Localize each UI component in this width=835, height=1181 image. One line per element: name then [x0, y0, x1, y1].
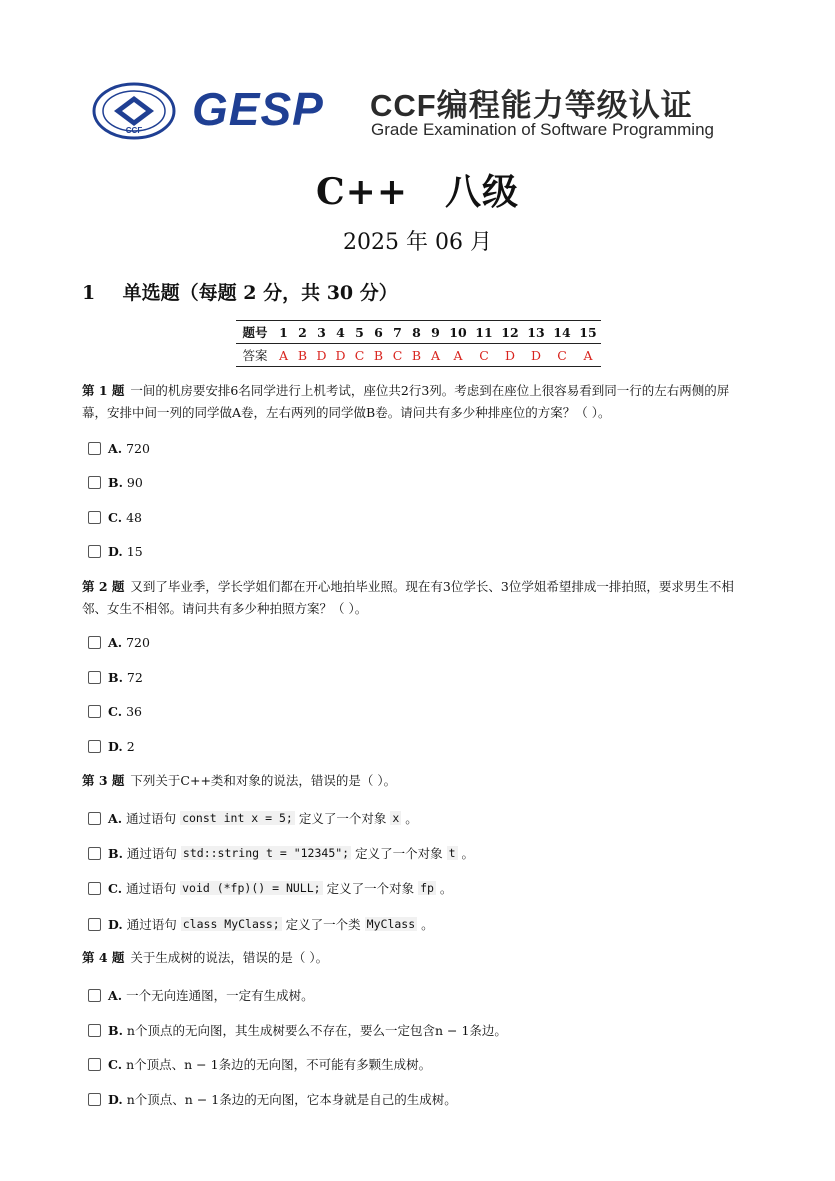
question-number: 12	[497, 321, 523, 344]
checkbox[interactable]	[88, 476, 101, 489]
checkbox[interactable]	[88, 545, 101, 558]
option-label: B.	[108, 1022, 123, 1038]
answer-cell: C	[549, 344, 575, 367]
option-text: 36	[126, 704, 142, 719]
svg-text:CCF: CCF	[125, 126, 143, 135]
option-text: n个顶点、n − 1条边的无向图，不可能有多颗生成树。	[126, 1057, 432, 1072]
option-text: 48	[126, 510, 142, 525]
checkbox[interactable]	[88, 511, 101, 524]
option-3a[interactable]	[88, 809, 418, 827]
option-text: 定义了一个类	[285, 917, 361, 932]
question-label: 第 1 题	[82, 383, 125, 398]
option-text: 15	[126, 544, 143, 559]
option-text: 720	[126, 441, 150, 456]
option-label: B.	[108, 845, 123, 861]
org-name-en: Grade Examination of Software Programming	[371, 120, 714, 139]
option-text: 定义了一个对象	[355, 846, 443, 861]
option-label: A.	[108, 635, 123, 650]
answer-cell: A	[445, 344, 471, 367]
checkbox[interactable]	[88, 740, 101, 753]
answer-cell: D	[331, 344, 350, 367]
answer-cell: D	[497, 344, 523, 367]
option-text: 通过语句	[126, 846, 177, 861]
option-text: 。	[461, 846, 475, 861]
option-2c[interactable]	[88, 704, 142, 719]
question-number: 6	[369, 321, 388, 344]
question-number: 13	[523, 321, 549, 344]
option-1c[interactable]	[88, 510, 142, 525]
answer-cell: B	[293, 344, 312, 367]
option-label: B.	[108, 475, 123, 490]
answer-cell: C	[471, 344, 497, 367]
question-number: 4	[331, 321, 350, 344]
option-label: D.	[108, 739, 123, 754]
checkbox[interactable]	[88, 442, 101, 455]
option-1b[interactable]	[88, 475, 143, 490]
option-4a[interactable]	[88, 986, 314, 1004]
option-text: 2	[126, 739, 135, 754]
option-text: n个顶点的无向图，其生成树要么不存在，要么一定包含n − 1条边。	[126, 1023, 507, 1038]
question-label: 第 4 题	[82, 950, 125, 965]
option-text: 720	[126, 635, 150, 650]
option-3b[interactable]	[88, 844, 474, 862]
option-2b[interactable]	[88, 670, 143, 685]
question-text: 又到了毕业季，学长学姐们都在开心地拍毕业照。现在有3位学长、3位学姐希望排成一排拍照，要求男生不相邻、女生不相邻。请问共有多少种拍照方案？（ ）。	[82, 579, 734, 616]
option-text: 。	[421, 917, 434, 932]
option-2a[interactable]	[88, 635, 150, 650]
option-label: B.	[108, 670, 123, 685]
question-number: 7	[388, 321, 407, 344]
question-label: 第 3 题	[82, 773, 125, 788]
option-text: 90	[126, 475, 143, 490]
option-label: C.	[108, 510, 123, 525]
option-1a[interactable]	[88, 441, 150, 456]
checkbox[interactable]	[88, 1024, 101, 1037]
exam-date: 2025 年 06 月	[343, 230, 492, 255]
checkbox[interactable]	[88, 636, 101, 649]
question-number: 1	[274, 321, 293, 344]
answer-table	[236, 320, 601, 367]
answer-cell: A	[274, 344, 293, 367]
option-4d[interactable]	[88, 1090, 457, 1108]
option-label: C.	[108, 880, 123, 896]
code-snippet: fp	[420, 881, 434, 895]
answer-cell: B	[407, 344, 426, 367]
option-label: A.	[108, 987, 123, 1003]
checkbox[interactable]	[88, 882, 101, 895]
option-text: 。	[439, 881, 453, 896]
answer-table-answer-row	[236, 344, 601, 367]
code-snippet: MyClass	[366, 917, 416, 931]
code-snippet: t	[448, 846, 456, 860]
answer-cell: A	[575, 344, 601, 367]
option-text: n个顶点、n − 1条边的无向图，它本身就是自己的生成树。	[126, 1092, 457, 1107]
option-label: D.	[108, 544, 123, 559]
code-snippet: class MyClass;	[182, 917, 280, 931]
option-1d[interactable]	[88, 544, 143, 559]
question-4	[82, 947, 754, 969]
option-4c[interactable]	[88, 1055, 431, 1073]
page-header	[92, 78, 752, 148]
question-number: 10	[445, 321, 471, 344]
answer-cell: D	[312, 344, 331, 367]
question-text: 下列关于C++类和对象的说法，错误的是（ ）。	[130, 773, 397, 788]
ccf-seal-logo	[92, 82, 176, 140]
option-label: D.	[108, 1091, 123, 1107]
exam-title: C++ 八级	[316, 171, 519, 213]
code-snippet: void (*fp)() = NULL;	[182, 881, 321, 895]
section-number: 1	[82, 282, 96, 304]
checkbox[interactable]	[88, 847, 101, 860]
option-2d[interactable]	[88, 739, 135, 754]
option-label: C.	[108, 1056, 123, 1072]
option-text: 一个无向连通图，一定有生成树。	[126, 988, 314, 1003]
option-text: 通过语句	[126, 811, 177, 826]
row-label: 答案	[236, 344, 274, 367]
header-label: 题号	[236, 321, 274, 344]
question-1	[82, 380, 754, 424]
question-text: 关于生成树的说法，错误的是（ ）。	[130, 950, 329, 965]
checkbox[interactable]	[88, 812, 101, 825]
answer-cell: A	[426, 344, 445, 367]
answer-cell: D	[523, 344, 549, 367]
question-number: 5	[350, 321, 369, 344]
option-text: 定义了一个对象	[326, 881, 415, 896]
option-3c[interactable]	[88, 879, 452, 897]
question-number: 2	[293, 321, 312, 344]
question-number: 15	[575, 321, 601, 344]
checkbox[interactable]	[88, 1093, 101, 1106]
code-snippet: const int x = 5;	[182, 811, 293, 825]
option-label: A.	[108, 810, 123, 826]
answer-cell: C	[350, 344, 369, 367]
option-label: A.	[108, 441, 123, 456]
org-name-cn: CCF编程能力等级认证	[370, 88, 693, 123]
question-number: 14	[549, 321, 575, 344]
option-4b[interactable]	[88, 1021, 507, 1039]
checkbox[interactable]	[88, 705, 101, 718]
question-number: 9	[426, 321, 445, 344]
question-text: 一间的机房要安排6名同学进行上机考试，座位共2行3列。考虑到在座位上很容易看到同一行的左右两侧的屏幕，安排中间一列的同学做A卷，左右两列的同学做B卷。请问共有多少种排座位的方案？（ ）。	[82, 383, 730, 420]
option-label: D.	[108, 916, 123, 932]
option-text: 定义了一个对象	[298, 811, 387, 826]
section-title: 单选题（每题 2 分，共 30 分）	[122, 282, 398, 304]
option-text: 72	[126, 670, 143, 685]
checkbox[interactable]	[88, 918, 101, 931]
option-text: 。	[405, 811, 418, 826]
question-number: 11	[471, 321, 497, 344]
checkbox[interactable]	[88, 989, 101, 1002]
answer-table-header-row	[236, 321, 601, 344]
option-label: C.	[108, 704, 123, 719]
code-snippet: x	[392, 811, 400, 825]
checkbox[interactable]	[88, 1058, 101, 1071]
code-snippet: std::string t = "12345";	[182, 846, 350, 860]
option-3d[interactable]	[88, 915, 434, 933]
question-number: 8	[407, 321, 426, 344]
answer-cell: C	[388, 344, 407, 367]
section-heading	[82, 278, 398, 305]
question-3	[82, 770, 754, 792]
gesp-logo: GESP	[192, 83, 324, 135]
answer-cell: B	[369, 344, 388, 367]
option-text: 通过语句	[126, 917, 177, 932]
question-label: 第 2 题	[82, 579, 125, 594]
checkbox[interactable]	[88, 671, 101, 684]
question-2	[82, 576, 754, 620]
question-number: 3	[312, 321, 331, 344]
option-text: 通过语句	[126, 881, 177, 896]
